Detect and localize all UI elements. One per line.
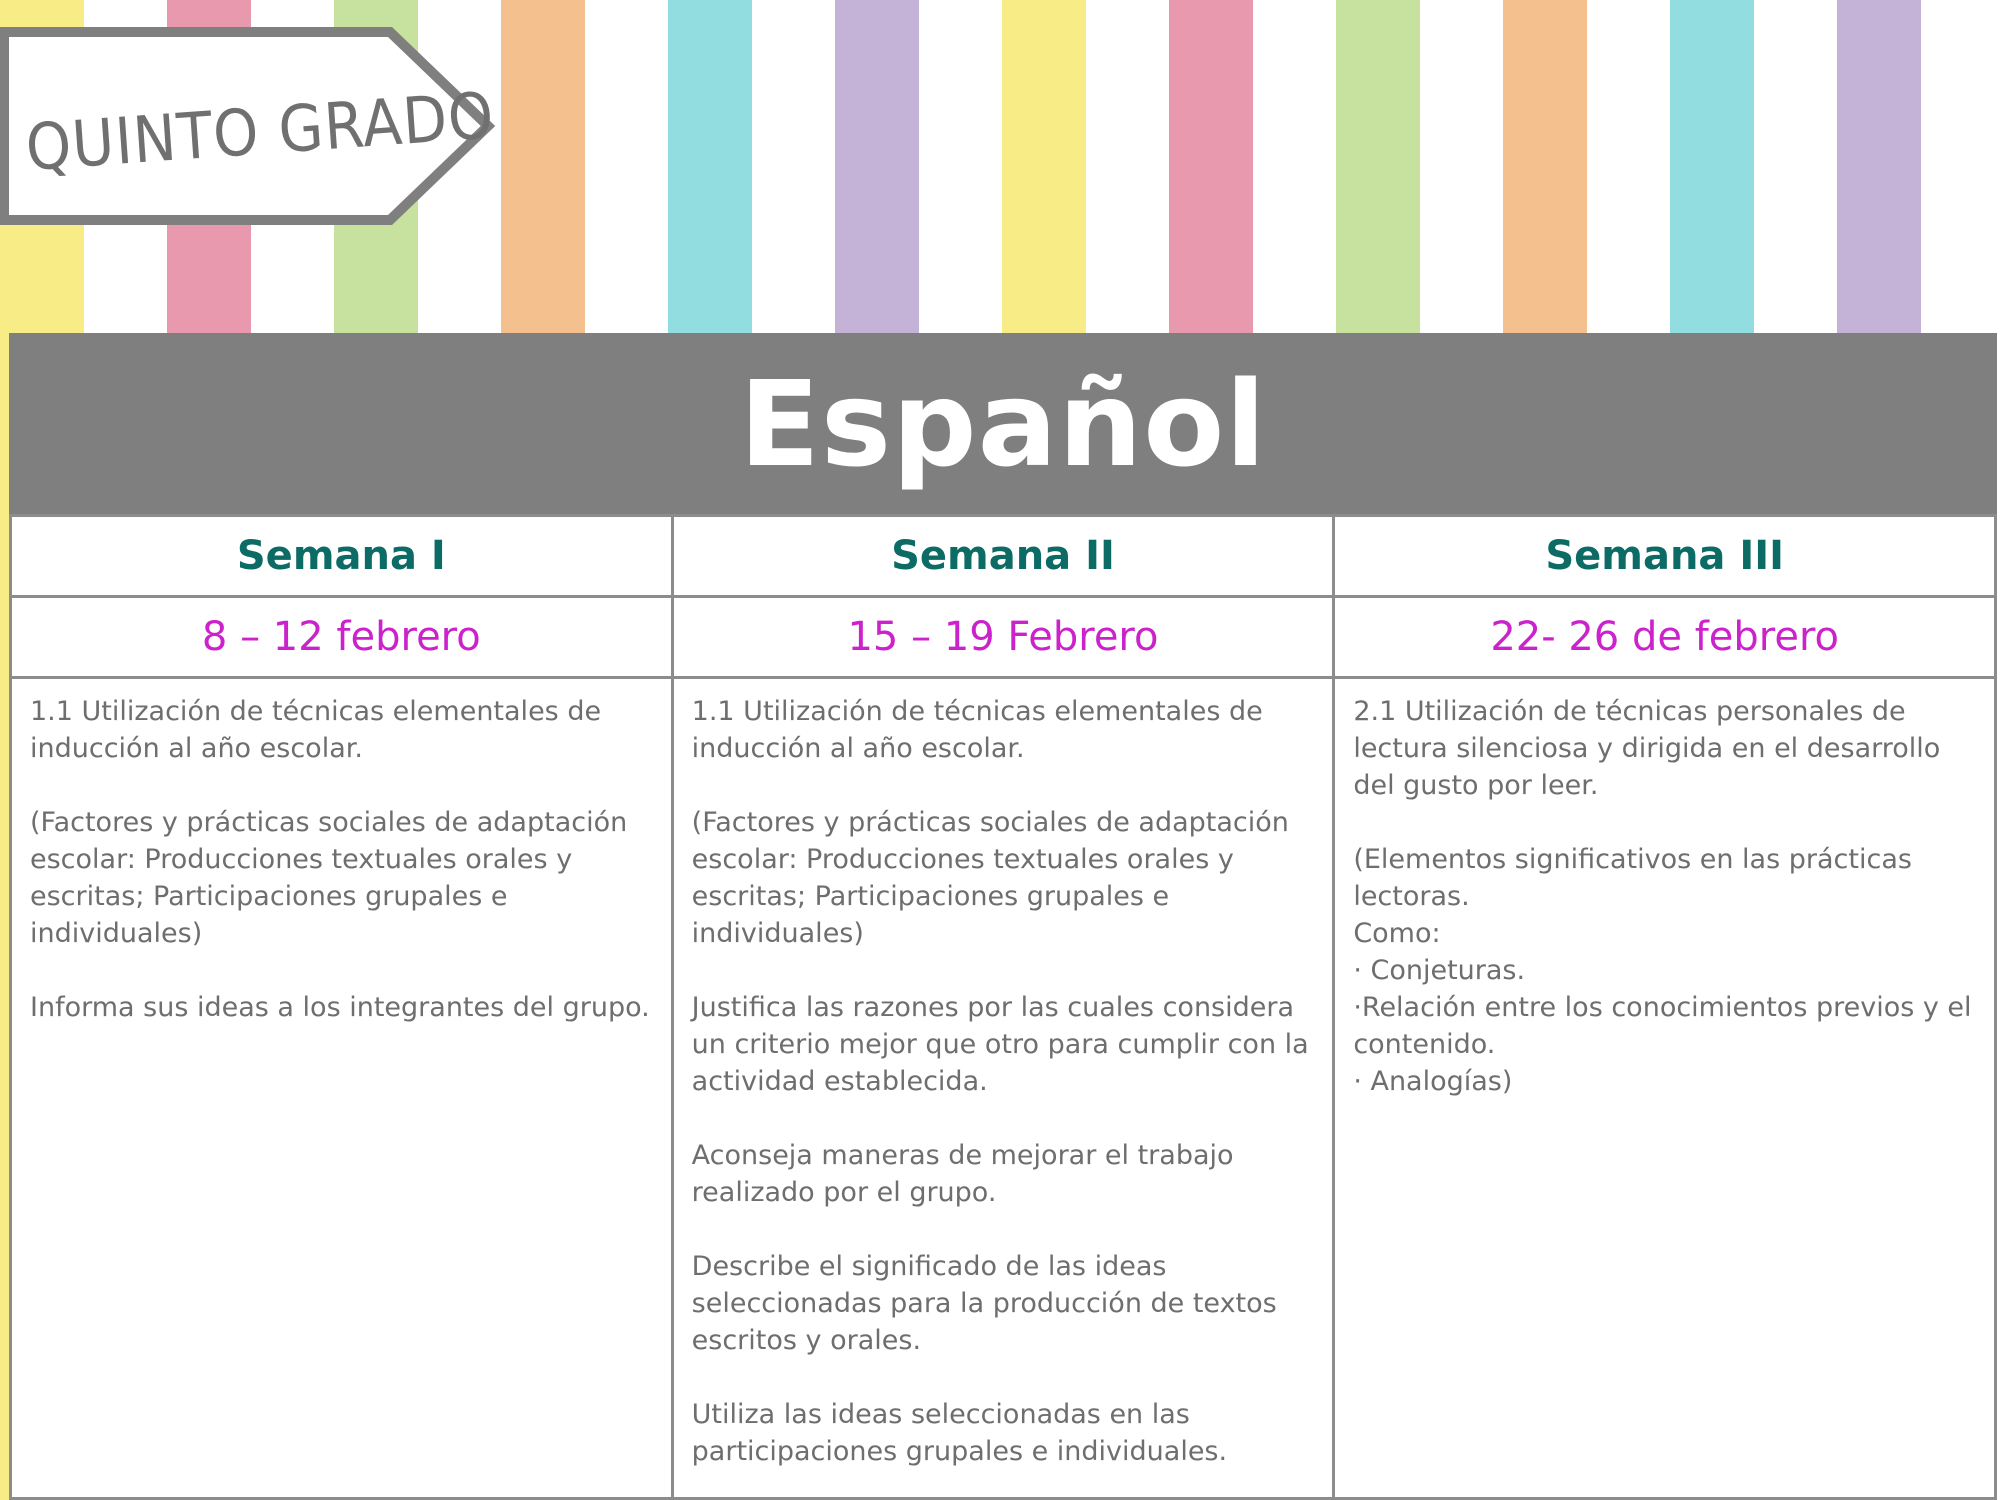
left-edge-stripe — [0, 340, 9, 1500]
content-paragraph: 1.1 Utilización de técnicas elementales de inducción al año escolar. — [691, 696, 1263, 764]
content-paragraph: Informa sus ideas a los integrantes del grupo. — [30, 992, 650, 1023]
week-dates: 8 – 12 febrero — [11, 597, 673, 678]
week-content — [1335, 679, 1994, 1100]
content-paragraph: Justifica las razones por las cuales considera un criterio mejor que otro para cumplir con la actividad establecida. — [691, 992, 1309, 1097]
stripe — [1670, 0, 1754, 340]
stripe — [668, 0, 752, 340]
week-content — [674, 679, 1333, 1470]
week-title: Semana I — [11, 516, 673, 597]
subject-title: Español — [739, 355, 1267, 493]
week-dates: 15 – 19 Febrero — [672, 597, 1334, 678]
stripe — [1503, 0, 1587, 340]
subject-banner — [9, 333, 1997, 515]
week-header-row — [11, 516, 1996, 597]
stripe — [501, 0, 585, 340]
content-paragraph: 1.1 Utilización de técnicas elementales de inducción al año escolar. — [30, 696, 602, 764]
content-paragraph: Describe el significado de las ideas seleccionadas para la producción de textos escritos y orales. — [691, 1251, 1277, 1356]
week-title: Semana II — [672, 516, 1334, 597]
content-paragraph: (Factores y prácticas sociales de adaptación escolar: Producciones textuales orales y escritas; Participaciones grupales e individuales) — [30, 807, 628, 949]
week-dates: 22- 26 de febrero — [1334, 597, 1996, 678]
content-row — [11, 678, 1996, 1499]
content-paragraph: Aconseja maneras de mejorar el trabajo realizado por el grupo. — [691, 1140, 1234, 1208]
stripe — [1169, 0, 1253, 340]
week-content — [12, 679, 671, 1026]
stripe — [1336, 0, 1420, 340]
weekly-plan-table — [9, 514, 1997, 1500]
date-row — [11, 597, 1996, 678]
week-content-cell — [11, 678, 673, 1499]
stripe — [1002, 0, 1086, 340]
week-title: Semana III — [1334, 516, 1996, 597]
stripe — [1837, 0, 1921, 340]
content-paragraph: 2.1 Utilización de técnicas personales de lectura silenciosa y dirigida en el desarrollo del gusto por leer. — [1353, 696, 1941, 801]
content-paragraph: (Elementos significativos en las prácticas lectoras. Como: · Conjeturas. ·Relación entre los conocimientos previos y el contenido. · Analogías) — [1353, 844, 1972, 1097]
content-paragraph: Utiliza las ideas seleccionadas en las participaciones grupales e individuales. — [691, 1399, 1228, 1467]
week-content-cell — [1334, 678, 1996, 1499]
week-content-cell — [672, 678, 1334, 1499]
grade-tag — [0, 24, 500, 232]
stripe — [835, 0, 919, 340]
content-paragraph: (Factores y prácticas sociales de adaptación escolar: Producciones textuales orales y escritas; Participaciones grupales e individuales) — [691, 807, 1289, 949]
grade-label: QUINTO GRADO — [23, 79, 497, 186]
